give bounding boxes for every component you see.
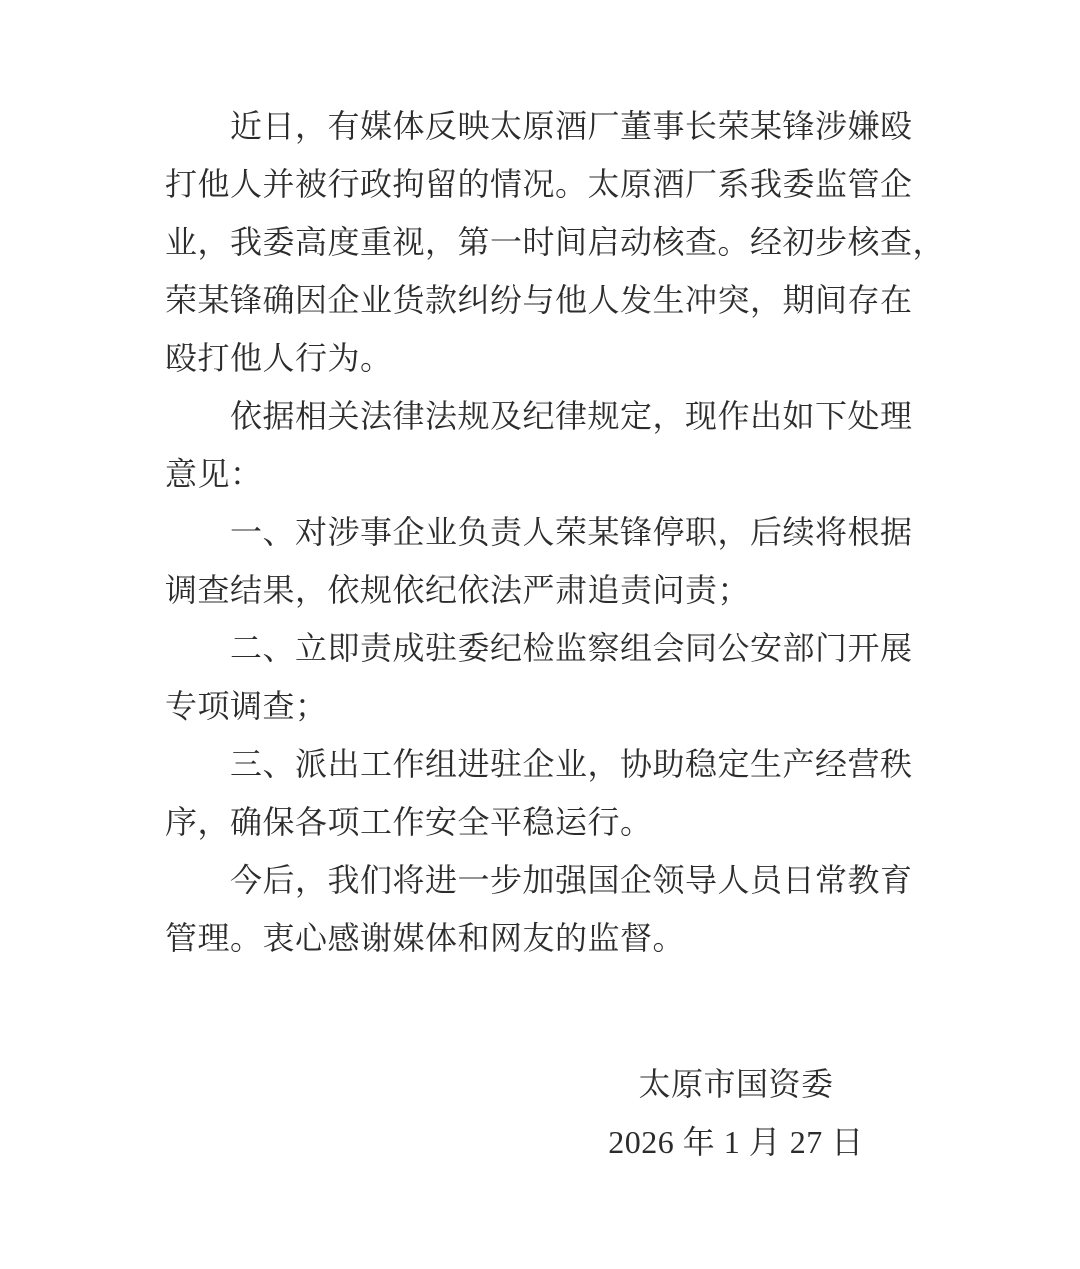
signature: 太原市国资委: [638, 1066, 834, 1102]
text-line: 殴打他人行为。: [165, 340, 393, 376]
date: 2026 年 1 月 27 日: [608, 1124, 864, 1160]
text-line: 业，我委高度重视，第一时间启动核查。经初步核查，: [165, 224, 946, 260]
text-line: 依据相关法律法规及纪律规定，现作出如下处理: [230, 398, 913, 434]
text-line: 意见：: [165, 456, 263, 492]
text-line: 专项调查；: [165, 688, 328, 724]
text-line: 序，确保各项工作安全平稳运行。: [165, 804, 653, 840]
signature-block: [566, 1055, 906, 1171]
text-line: 调查结果，依规依纪依法严肃追责问责；: [165, 572, 751, 608]
text-line: 今后，我们将进一步加强国企领导人员日常教育: [230, 862, 913, 898]
text-line: 近日，有媒体反映太原酒厂董事长荣某锋涉嫌殴: [230, 108, 913, 144]
text-line: 三、派出工作组进驻企业，协助稳定生产经营秩: [230, 746, 913, 782]
text-line: 二、立即责成驻委纪检监察组会同公安部门开展: [230, 630, 913, 666]
text-line: 打他人并被行政拘留的情况。太原酒厂系我委监管企: [165, 166, 913, 202]
text-line: 荣某锋确因企业货款纠纷与他人发生冲突，期间存在: [165, 282, 913, 318]
text-line: 管理。衷心感谢媒体和网友的监督。: [165, 920, 686, 956]
text-line: 一、对涉事企业负责人荣某锋停职，后续将根据: [230, 514, 913, 550]
